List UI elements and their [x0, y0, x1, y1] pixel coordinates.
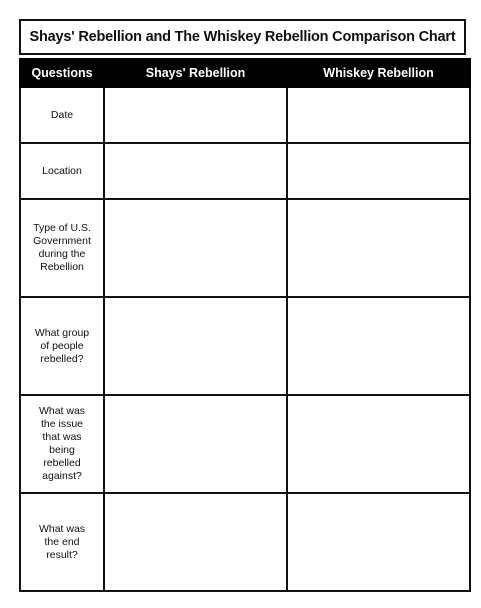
question-government-type: Type of U.S. Government during the Rebellion	[33, 222, 91, 273]
question-cell	[20, 199, 104, 297]
question-cell	[20, 395, 104, 493]
question-cell	[20, 143, 104, 199]
table-row	[20, 143, 470, 199]
answer-cell-shays[interactable]	[104, 395, 287, 493]
question-issue: What was the issue that was being rebelled against?	[38, 405, 86, 482]
question-date: Date	[50, 108, 74, 121]
answer-cell-whiskey[interactable]	[287, 493, 470, 591]
answer-cell-whiskey[interactable]	[287, 143, 470, 199]
answer-cell-shays[interactable]	[104, 297, 287, 395]
header-whiskey-rebellion: Whiskey Rebellion	[287, 59, 470, 87]
chart-title: Shays' Rebellion and The Whiskey Rebellion Comparison Chart	[19, 19, 466, 55]
answer-cell-whiskey[interactable]	[287, 87, 470, 143]
question-cell	[20, 87, 104, 143]
question-cell	[20, 493, 104, 591]
answer-cell-shays[interactable]	[104, 87, 287, 143]
header-questions: Questions	[20, 59, 104, 87]
answer-cell-whiskey[interactable]	[287, 297, 470, 395]
question-end-result: What was the end result?	[38, 522, 86, 561]
question-location: Location	[42, 164, 82, 177]
question-cell	[20, 297, 104, 395]
table-row	[20, 493, 470, 591]
answer-cell-shays[interactable]	[104, 199, 287, 297]
header-shays-rebellion: Shays' Rebellion	[104, 59, 287, 87]
answer-cell-shays[interactable]	[104, 143, 287, 199]
answer-cell-whiskey[interactable]	[287, 395, 470, 493]
table-row	[20, 297, 470, 395]
header-row	[20, 59, 470, 87]
table-row	[20, 395, 470, 493]
question-group-rebelled: What group of people rebelled?	[34, 326, 90, 365]
answer-cell-shays[interactable]	[104, 493, 287, 591]
table-row	[20, 199, 470, 297]
table-row	[20, 87, 470, 143]
answer-cell-whiskey[interactable]	[287, 199, 470, 297]
comparison-table	[19, 58, 471, 592]
